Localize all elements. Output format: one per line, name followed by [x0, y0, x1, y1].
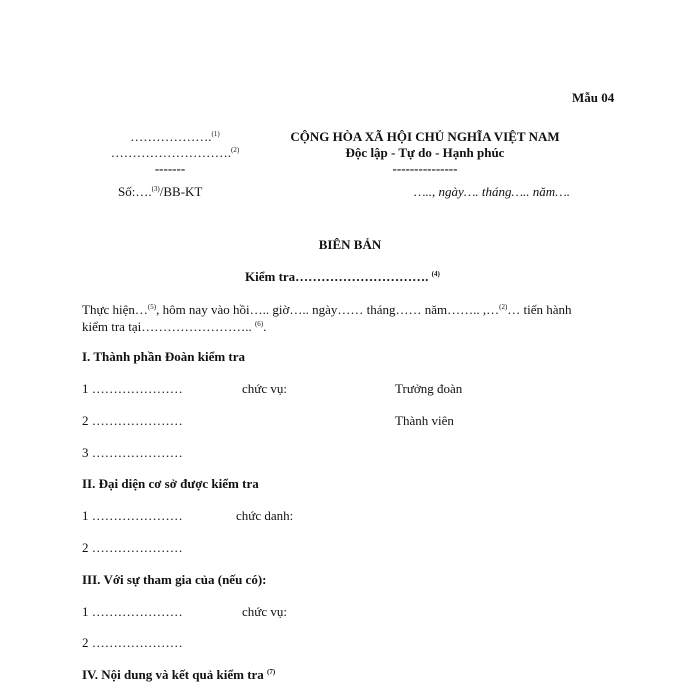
footnote-marker-1: (1) — [211, 130, 220, 138]
footnote-marker-4: (4) — [431, 270, 440, 278]
section-2-row-1-num: 1 ………………… — [82, 508, 183, 523]
document-number-prefix: Số:…. — [118, 184, 152, 199]
document-number — [118, 185, 202, 198]
document-number-suffix: /BB-KT — [159, 184, 203, 199]
document-subtitle — [245, 270, 440, 283]
agency-line-2-text: ………………………. — [110, 145, 232, 160]
footnote-marker-2: (2) — [231, 146, 240, 154]
right-divider: --------------- — [392, 161, 458, 176]
country-name: CỘNG HÒA XÃ HỘI CHỦ NGHĨA VIỆT NAM — [290, 129, 560, 144]
agency-line-1 — [110, 130, 240, 143]
agency-line-2 — [95, 146, 255, 159]
section-3-row-2-num: 2 ………………… — [82, 635, 183, 650]
intro-line-2 — [82, 320, 266, 333]
section-1-row-2-num: 2 ………………… — [82, 413, 183, 428]
section-1-row-3-num: 3 ………………… — [82, 445, 183, 460]
left-divider: ------- — [154, 161, 186, 176]
document-title: BIÊN BẢN — [318, 237, 382, 252]
national-motto: Độc lập - Tự do - Hạnh phúc — [345, 145, 505, 160]
section-1-row-1-role: Trưởng đoàn — [395, 381, 463, 396]
intro-text-4: kiểm tra tại…………………….. — [82, 319, 255, 334]
footnote-marker-6: (6) — [254, 320, 264, 328]
footnote-marker-2b: (2) — [499, 303, 508, 311]
section-1-row-1-num: 1 ………………… — [82, 381, 183, 396]
section-4-heading — [82, 668, 275, 681]
agency-line-1-text: ………………. — [130, 129, 212, 144]
section-3-row-1-field: chức vụ: — [242, 604, 287, 619]
footnote-marker-5: (5) — [147, 303, 157, 311]
section-3-row-1-num: 1 ………………… — [82, 604, 183, 619]
section-2-row-1-field: chức danh: — [236, 508, 294, 523]
section-1-row-2-role: Thành viên — [395, 413, 454, 428]
section-1-row-1-field: chức vụ: — [242, 381, 287, 396]
form-code: Mẫu 04 — [572, 90, 615, 105]
intro-text-2: , hôm nay vào hồi….. giờ….. ngày…… tháng…… năm…….. ,… — [156, 302, 500, 317]
intro-text-5: . — [263, 319, 267, 334]
section-2-row-2-num: 2 ………………… — [82, 540, 183, 555]
section-3-heading: III. Với sự tham gia của (nếu có): — [82, 572, 267, 587]
footnote-marker-7: (7) — [267, 668, 276, 676]
section-2-heading: II. Đại diện cơ sở được kiểm tra — [82, 476, 259, 491]
section-1-heading: I. Thành phần Đoàn kiểm tra — [82, 349, 246, 364]
intro-line-1 — [82, 303, 572, 316]
section-4-heading-text: IV. Nội dung và kết quả kiểm tra — [82, 667, 264, 682]
document-subtitle-text: Kiểm tra…………………………. — [245, 269, 429, 284]
intro-text-3: … tiến hành — [507, 302, 572, 317]
footnote-marker-3: (3) — [151, 185, 160, 193]
date-line: ….., ngày…. tháng….. năm…. — [414, 184, 571, 199]
intro-text-1: Thực hiện… — [82, 302, 148, 317]
